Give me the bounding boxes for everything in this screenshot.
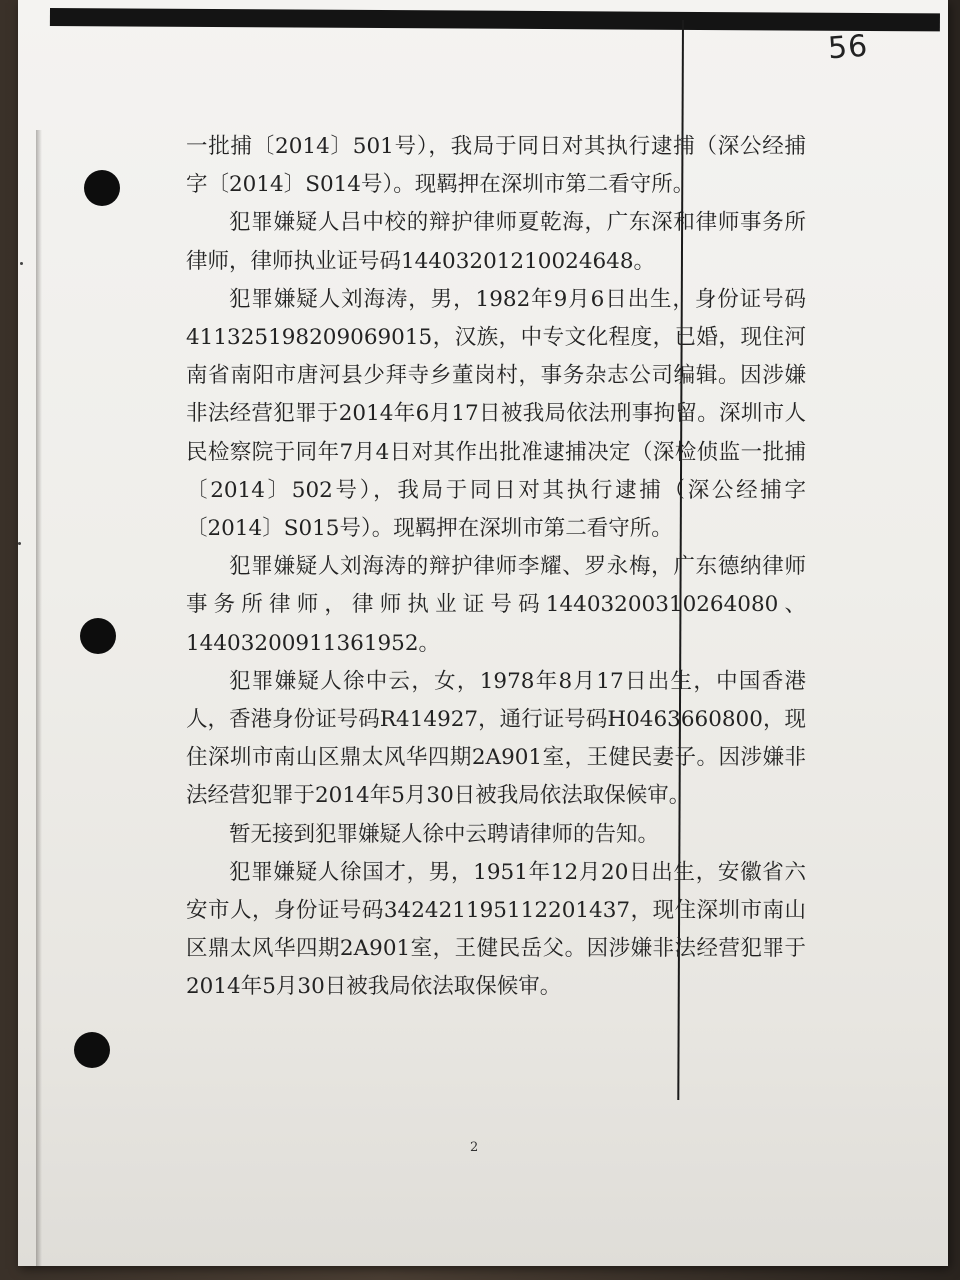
punch-hole-bottom	[74, 1032, 110, 1068]
document-body	[186, 128, 806, 1007]
paper-speck	[20, 262, 23, 265]
page-edge-shadow	[36, 130, 42, 1266]
footer-page-number: 2	[470, 1140, 479, 1155]
punch-hole-top	[84, 170, 120, 206]
paragraph: 犯罪嫌疑人刘海涛的辩护律师李耀、罗永梅，广东德纳律师事务所律师，律师执业证号码14403200310264080、14403200911361952。	[186, 554, 806, 656]
document-page	[18, 0, 948, 1266]
punch-hole-middle	[80, 618, 116, 654]
paragraph: 犯罪嫌疑人吕中校的辩护律师夏乾海，广东深和律师事务所律师，律师执业证号码14403201210024648。	[186, 210, 806, 274]
paragraph: 一批捕〔2014〕501号），我局于同日对其执行逮捕（深公经捕字〔2014〕S014号）。现羁押在深圳市第二看守所。	[186, 134, 806, 198]
top-scan-bar	[50, 8, 940, 31]
paragraph: 暂无接到犯罪嫌疑人徐中云聘请律师的告知。	[229, 821, 660, 847]
paragraph: 犯罪嫌疑人徐国才，男，1951年12月20日出生，安徽省六安市人，身份证号码342421195112201437，现住深圳市南山区鼎太风华四期2A901室，王健民岳父。因涉嫌非法经营犯罪于2014年5月30日被我局依法取保候审。	[186, 859, 806, 1000]
paper-speck	[18, 542, 21, 545]
paragraph: 犯罪嫌疑人刘海涛，男，1982年9月6日出生，身份证号码411325198209069015，汉族，中专文化程度，已婚，现住河南省南阳市唐河县少拜寺乡董岗村，事务杂志公司编辑。因涉嫌非法经营犯罪于2014年6月17日被我局依法刑事拘留。深圳市人民检察院于同年7月4日对其作出批准逮捕决定（深检侦监一批捕〔2014〕502号），我局于同日对其执行逮捕（深公经捕字〔2014〕S015号）。现羁押在深圳市第二看守所。	[186, 286, 806, 542]
handwritten-page-number: 56	[826, 28, 870, 67]
paragraph: 犯罪嫌疑人徐中云，女，1978年8月17日出生，中国香港人，香港身份证号码R414927，通行证号码H0463660800，现住深圳市南山区鼎太风华四期2A901室，王健民妻子。因涉嫌非法经营犯罪于2014年5月30日被我局依法取保候审。	[186, 668, 806, 809]
